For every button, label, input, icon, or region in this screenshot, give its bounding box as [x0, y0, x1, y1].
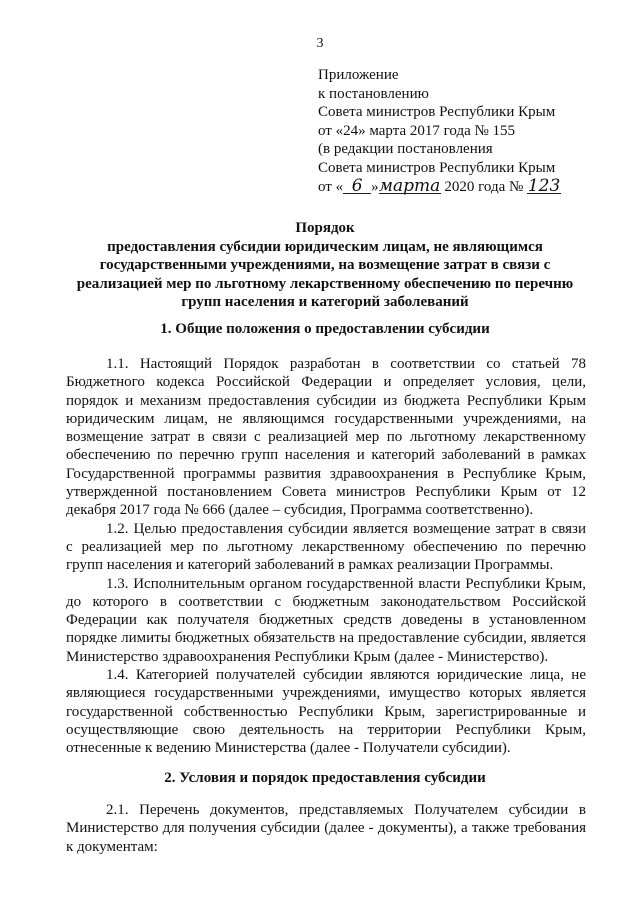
title-line-2: предоставления субсидии юридическим лицам, не являющимся [107, 238, 543, 255]
appendix-line-2: к постановлению [318, 85, 429, 102]
paragraph-2-1: 2.1. Перечень документов, представляемых Получателем субсидии в Министерство для получения субсидии (далее - документы), а также требования к документам: [66, 802, 586, 855]
paragraph-1-3: 1.3. Исполнительным органом государственной власти Республики Крым, до которого в соответствии с бюджетным законодательством Российской Федерации как получателя бюджетных средств доведены в установленном порядке лимиты бюджетных обязательств на предоставление субсидии, является Министерство здравоохранения Республики Крым (далее - Министерство). [66, 575, 586, 665]
appendix-year-text: 2020 года № [440, 178, 528, 195]
paragraph-1-4: 1.4. Категорией получателей субсидии являются юридические лица, не являющиеся государственными учреждениями, имущество которых является государственной собственностью Республики Крым, зарегистрированные и осуществляющие свою деятельность на территории Республики Крым, отнесенные к ведению Министерства (далее - Получатели субсидии). [66, 667, 586, 757]
document-title [60, 219, 590, 312]
appendix-line-5: (в редакции постановления [318, 141, 493, 158]
appendix-date-quote: » [371, 178, 379, 195]
title-line-3: государственными учреждениями, на возмещение затрат в связи с [99, 257, 551, 274]
title-line-5: групп населения и категорий заболеваний [181, 294, 469, 311]
section-2-heading: 2. Условия и порядок предоставления субсидии [164, 770, 486, 786]
appendix-line-1: Приложение [318, 67, 399, 83]
appendix-line-4: от «24» марта 2017 года № 155 [318, 122, 516, 139]
appendix-line-3: Совета министров Республики Крым [318, 104, 556, 121]
appendix-block [318, 66, 618, 196]
page-number: 3 [316, 36, 324, 51]
appendix-line-6: Совета министров Республики Крым [318, 159, 556, 176]
title-line-1: Порядок [295, 220, 355, 236]
paragraph-1-2: 1.2. Целью предоставления субсидии является возмещение затрат в связи с реализацией мер по льготному лекарственному обеспечению по перечню групп населения и категорий заболеваний в рамках реализации Программы. [66, 520, 586, 574]
section-1-body [66, 355, 586, 758]
paragraph-1-1: 1.1. Настоящий Порядок разработан в соответствии со статьей 78 Бюджетного кодекса Российской Федерации и определяет условия, цели, порядок и механизм предоставления субсидии из бюджета Республики Крым юридическим лицам, не являющимся государственными учреждениями, на возмещение затрат в связи с реализацией мер по льготному лекарственному обеспечению по перечню групп населения и категорий заболеваний в рамках Государственной программы развития здравоохранения в Республике Крым, утвержденной постановлением Совета министров Республики Крым от 12 декабря 2017 года № 666 (далее – субсидия, Программа соответственно). [66, 356, 586, 519]
section-2-body [66, 801, 586, 856]
appendix-date-prefix: от « [318, 178, 344, 195]
title-line-4: реализацией мер по льготному лекарственному обеспечению по перечню [76, 275, 574, 292]
handwritten-number: 123 [527, 175, 561, 196]
handwritten-month: марта [378, 175, 441, 196]
appendix-line-7 [318, 175, 618, 197]
section-1-heading: 1. Общие положения о предоставлении субсидии [160, 321, 490, 337]
handwritten-day: 6 [343, 179, 371, 194]
